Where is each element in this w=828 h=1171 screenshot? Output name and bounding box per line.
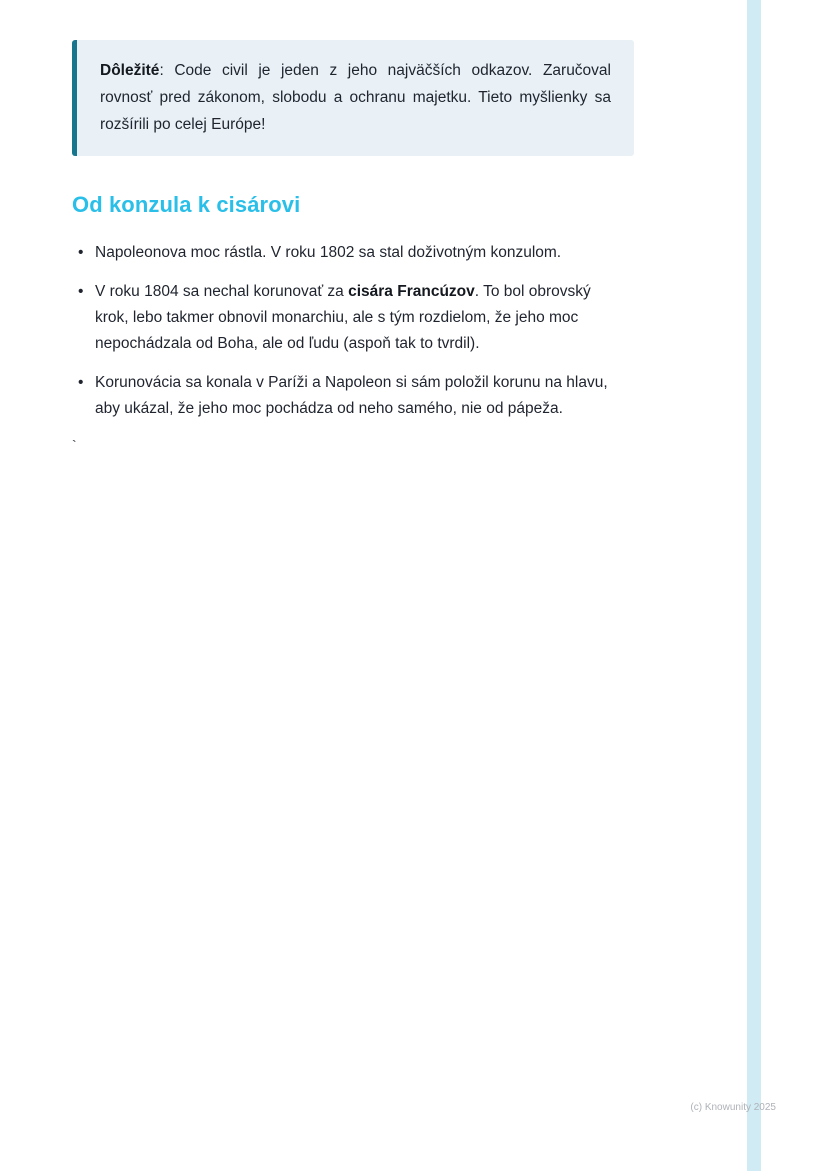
page-edge-stripe (747, 0, 761, 1171)
important-callout (72, 40, 634, 156)
stray-backtick: ` (72, 437, 77, 453)
page-content (72, 40, 634, 452)
callout-body: : Code civil je jeden z jeho najväčších odkazov. Zaručoval rovnosť pred zákonom, slobodu a ochranu majetku. Tieto myšlienky sa rozšírili po celej Európe! (100, 62, 611, 133)
bullet-text: V roku 1804 sa nechal korunovať za (95, 283, 349, 300)
bullet-list (72, 240, 620, 422)
callout-label: Dôležité (100, 62, 160, 79)
list-item (72, 370, 620, 422)
copyright-footer: (c) Knowunity 2025 (690, 1102, 776, 1113)
section-heading: Od konzula k cisárovi (72, 192, 301, 217)
bullet-bold-text: cisára Francúzov (348, 283, 475, 300)
bullet-text: Korunovácia sa konala v Paríži a Napoleon si sám položil korunu na hlavu, aby ukázal, že jeho moc pochádza od neho samého, nie od pápeža. (95, 374, 608, 417)
list-item (72, 279, 620, 357)
list-item (72, 240, 620, 266)
bullet-text: Napoleonova moc rástla. V roku 1802 sa stal doživotným konzulom. (95, 244, 562, 261)
callout-text (100, 57, 611, 138)
bullet-text: . To bol obrovský krok, lebo takmer obnovil monarchiu, ale s tým rozdielom, že jeho moc nepochádzala od Boha, ale od ľudu (aspoň tak to tvrdil). (95, 283, 591, 352)
